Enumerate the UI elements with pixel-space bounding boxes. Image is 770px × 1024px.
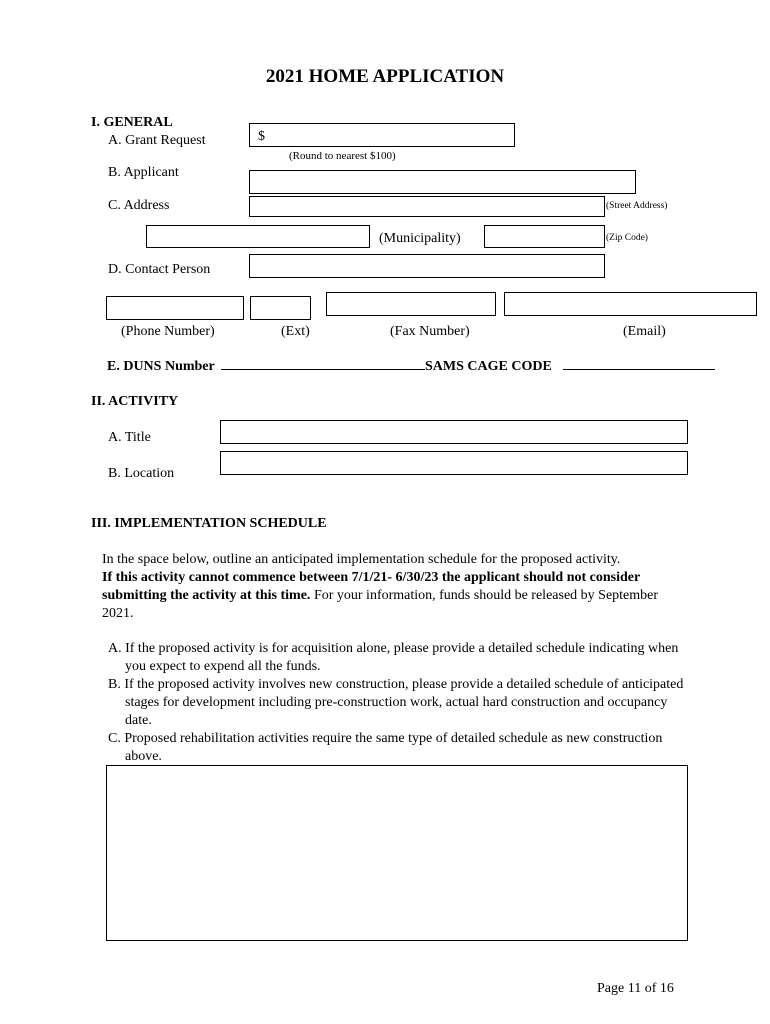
applicant-field[interactable]	[249, 170, 636, 194]
page-number: Page 11 of 16	[597, 981, 674, 996]
schedule-info: For your information, funds should be released by September 2021.	[102, 588, 659, 621]
ext-hint: (Ext)	[281, 324, 310, 339]
contact-person-field[interactable]	[249, 254, 605, 278]
ext-field[interactable]	[250, 296, 311, 320]
grant-request-hint: (Round to nearest $100)	[289, 150, 396, 162]
municipality-field[interactable]	[146, 225, 370, 248]
street-address-field[interactable]	[249, 196, 605, 217]
activity-location-field[interactable]	[220, 451, 688, 475]
grant-request-field[interactable]	[249, 123, 515, 147]
email-hint: (Email)	[623, 324, 666, 339]
section-activity-heading: II. ACTIVITY	[91, 394, 179, 409]
list-item: A. If the proposed activity is for acquisition alone, please provide a detailed schedule indicating when you expect to expend all the funds.	[108, 641, 679, 674]
phone-number-field[interactable]	[106, 296, 244, 320]
implementation-schedule-textarea[interactable]	[106, 765, 688, 941]
list-item: C. Proposed rehabilitation activities require the same type of detailed schedule as new construction above.	[108, 731, 663, 764]
duns-number-line[interactable]	[221, 368, 425, 370]
schedule-warning: If this activity cannot commence between 7/1/21- 6/30/23 the applicant should not consider submitting the activity at this time.	[102, 570, 640, 603]
street-address-hint: (Street Address)	[606, 201, 668, 211]
grant-request-value: $	[258, 129, 265, 144]
phone-number-hint: (Phone Number)	[121, 324, 215, 339]
grant-request-label: A. Grant Request	[108, 133, 206, 148]
list-item: B. If the proposed activity involves new construction, please provide a detailed schedule of anticipated stages for development including pre-construction work, actual hard construction and occupancy date.	[108, 677, 684, 728]
schedule-instructions	[102, 551, 692, 623]
zip-code-field[interactable]	[484, 225, 605, 248]
fax-number-hint: (Fax Number)	[390, 324, 470, 339]
municipality-hint: (Municipality)	[379, 231, 461, 246]
applicant-label: B. Applicant	[108, 165, 179, 180]
page-title: 2021 HOME APPLICATION	[265, 66, 505, 87]
duns-number-label: E. DUNS Number	[107, 359, 215, 374]
duns-sams-row	[107, 358, 715, 375]
section-schedule-heading: III. IMPLEMENTATION SCHEDULE	[91, 516, 327, 531]
activity-location-label: B. Location	[108, 466, 175, 481]
activity-title-field[interactable]	[220, 420, 688, 444]
schedule-requirements-list	[108, 640, 688, 766]
schedule-paragraph	[102, 569, 692, 623]
fax-number-field[interactable]	[326, 292, 496, 316]
sams-cage-code-label: SAMS CAGE CODE	[424, 359, 552, 374]
address-label: C. Address	[108, 198, 170, 213]
zip-code-hint: (Zip Code)	[606, 233, 648, 243]
schedule-intro: In the space below, outline an anticipated implementation schedule for the proposed activity.	[102, 552, 621, 567]
section-general-heading: I. GENERAL	[91, 115, 173, 130]
activity-title-label: A. Title	[108, 430, 151, 445]
contact-person-label: D. Contact Person	[108, 262, 211, 277]
sams-cage-code-line[interactable]	[563, 368, 715, 370]
email-field[interactable]	[504, 292, 757, 316]
